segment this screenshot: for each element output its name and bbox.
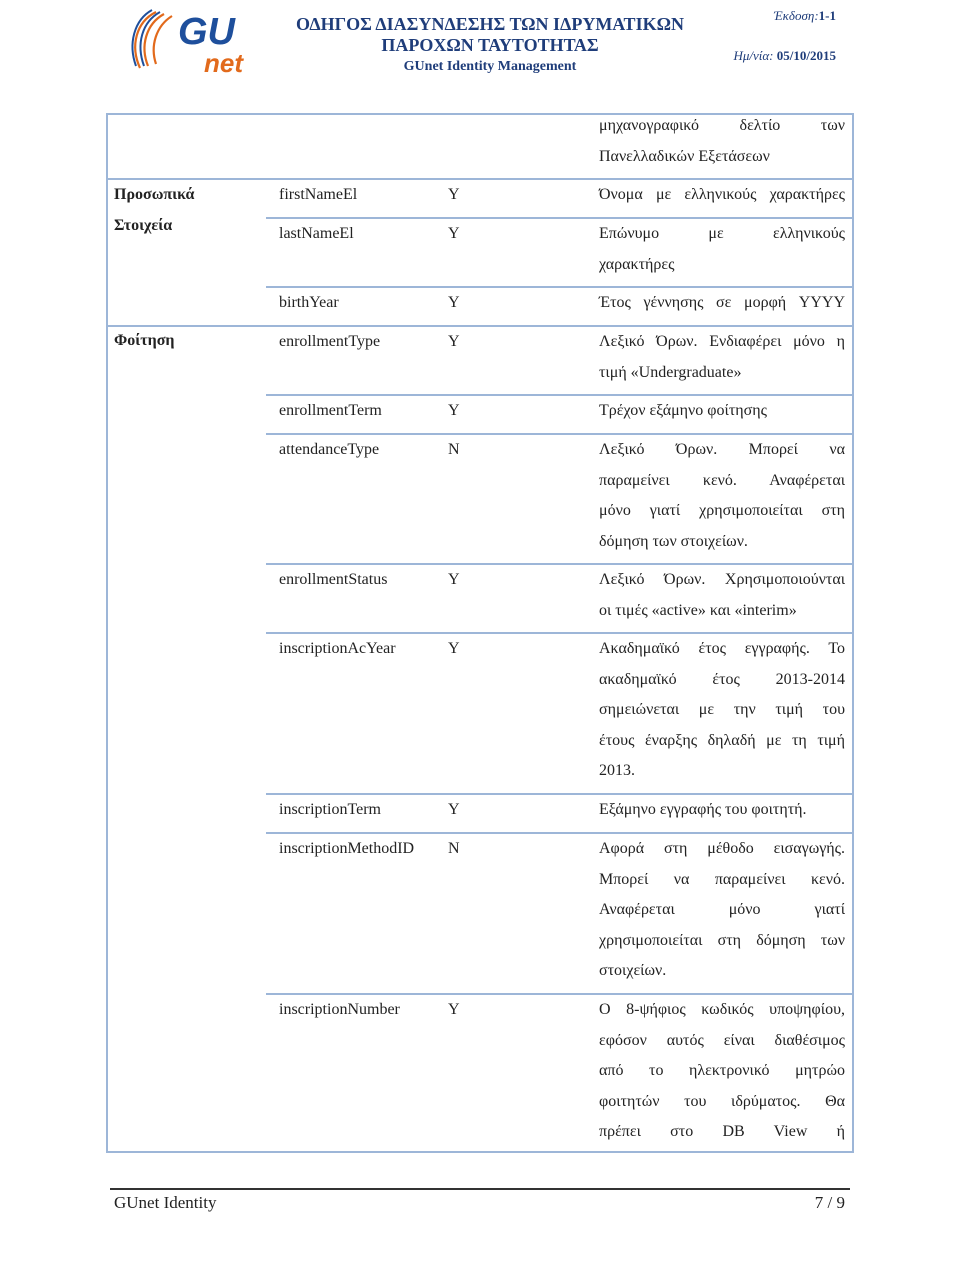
desc-line: μηχανογραφικό δελτίο των: [599, 117, 845, 134]
page-number: 7 / 9: [814, 1193, 845, 1212]
category-label: Προσωπικά: [114, 186, 195, 203]
page-header: [0, 0, 960, 96]
attribute-description: [599, 565, 845, 626]
desc-line: πρέπει στο DB View ή: [599, 1123, 845, 1140]
date-label: Ημ/νία:: [733, 48, 774, 63]
desc-line: χαρακτήρες: [599, 255, 675, 273]
desc-line: από το ηλεκτρονικό μητρώο: [599, 1062, 845, 1079]
attribute-name: inscriptionAcYear: [279, 640, 396, 657]
required-flag: Y: [448, 294, 460, 311]
attribute-description: [599, 219, 845, 280]
required-flag: Y: [448, 225, 460, 242]
title-line-2: ΠΑΡΟΧΩΝ ΤΑΥΤΟΤΗΤΑΣ: [381, 35, 599, 55]
desc-line: Λεξικό Όρων. Μπορεί να: [599, 441, 845, 458]
required-flag: Y: [448, 333, 460, 350]
desc-line: 2013.: [599, 762, 635, 779]
desc-line: στοιχείων.: [599, 962, 667, 979]
attribute-name: inscriptionNumber: [279, 1001, 400, 1018]
footer-rule: [110, 1188, 850, 1190]
desc-line: δόμηση των στοιχείων.: [599, 532, 748, 550]
version-value: 1-1: [818, 8, 836, 23]
desc-line: Μπορεί να παραμείνει κενό.: [599, 870, 845, 888]
desc-line: έτους έναρξης δηλαδή με τη τιμή: [599, 731, 845, 749]
required-flag: Y: [448, 801, 460, 818]
category-label: Στοιχεία: [114, 216, 173, 234]
title-line-3: GUnet Identity Management: [403, 59, 577, 74]
desc-line: Τρέχον εξάμηνο φοίτησης: [599, 402, 767, 419]
required-flag: Y: [448, 640, 460, 657]
version-info: [696, 8, 836, 24]
required-flag: N: [448, 840, 460, 857]
version-label: Έκδοση:: [773, 8, 819, 23]
desc-line: φοιτητών του ιδρύματος. Θα: [599, 1092, 845, 1110]
svg-text:GU: GU: [178, 11, 235, 53]
attribute-name: firstNameEl: [279, 186, 358, 203]
attribute-description: [599, 634, 845, 787]
attribute-name: attendanceType: [279, 441, 380, 458]
desc-line: Όνομα με ελληνικούς χαρακτήρες: [599, 186, 845, 203]
desc-line: Ακαδημαϊκό έτος εγγραφής. Το: [599, 640, 845, 657]
desc-line: ακαδημαϊκό έτος 2013-2014: [599, 670, 845, 688]
required-flag: Y: [448, 402, 460, 419]
required-flag: N: [448, 441, 460, 458]
attribute-name: inscriptionMethodID: [279, 840, 415, 857]
attribute-name: inscriptionTerm: [279, 801, 381, 818]
date-value: 05/10/2015: [776, 48, 836, 63]
svg-text:net: net: [204, 48, 243, 78]
required-flag: Y: [448, 571, 460, 588]
attribute-description: [599, 834, 845, 987]
desc-line: Ο 8-ψήφιος κωδικός υποψηφίου,: [599, 1001, 845, 1018]
title-line-1: ΟΔΗΓΟΣ ΔΙΑΣΥΝΔΕΣΗΣ ΤΩΝ ΙΔΡΥΜΑΤΙΚΩΝ: [295, 14, 684, 34]
footer-title: GUnet Identity: [114, 1193, 217, 1212]
desc-line: Έτος γέννησης σε μορφή YYYY: [599, 294, 845, 311]
attribute-description: [599, 327, 845, 388]
desc-line: Λεξικό Όρων. Χρησιμοποιούνται: [599, 571, 845, 588]
desc-line: οι τιμές «active» και «interim»: [599, 601, 797, 619]
required-flag: Y: [448, 186, 460, 203]
attribute-description: [599, 795, 845, 826]
attribute-description: [599, 180, 845, 211]
category-personal: [114, 180, 194, 241]
desc-line: Αναφέρεται μόνο γιατί: [599, 901, 845, 918]
required-flag: Y: [448, 1001, 460, 1018]
desc-line: Πανελλαδικών Εξετάσεων: [599, 147, 770, 165]
desc-line: παραμείνει κενό. Αναφέρεται: [599, 471, 845, 489]
category-study: Φοίτηση: [114, 332, 175, 349]
desc-line: Επώνυμο με ελληνικούς: [599, 225, 845, 242]
desc-line: μόνο γιατί χρησιμοποιείται στη: [599, 502, 845, 519]
desc-line: Λεξικό Όρων. Ενδιαφέρει μόνο η: [599, 333, 845, 350]
gunet-logo: [126, 4, 261, 78]
attribute-description: [599, 995, 845, 1148]
attribute-name: lastNameEl: [279, 225, 354, 242]
desc-line: χρησιμοποιείται στη δόμηση των: [599, 931, 845, 949]
desc-line: Αφορά στη μέθοδο εισαγωγής.: [599, 840, 845, 857]
attribute-description: [599, 288, 845, 319]
attribute-description: [599, 435, 845, 557]
desc-line: εφόσον αυτός είναι διαθέσιμος: [599, 1031, 845, 1049]
desc-line: τιμή «Undergraduate»: [599, 363, 742, 381]
date-info: [696, 48, 836, 64]
desc-line: Εξάμηνο εγγραφής του φοιτητή.: [599, 801, 807, 818]
attribute-name: enrollmentTerm: [279, 402, 382, 419]
attribute-name: enrollmentStatus: [279, 571, 388, 588]
attribute-name: enrollmentType: [279, 333, 381, 350]
document-title: [280, 14, 700, 77]
attribute-name: birthYear: [279, 294, 339, 311]
desc-line: σημειώνεται με την τιμή του: [599, 701, 845, 718]
attribute-description: [599, 396, 845, 427]
continued-description: [599, 111, 845, 172]
